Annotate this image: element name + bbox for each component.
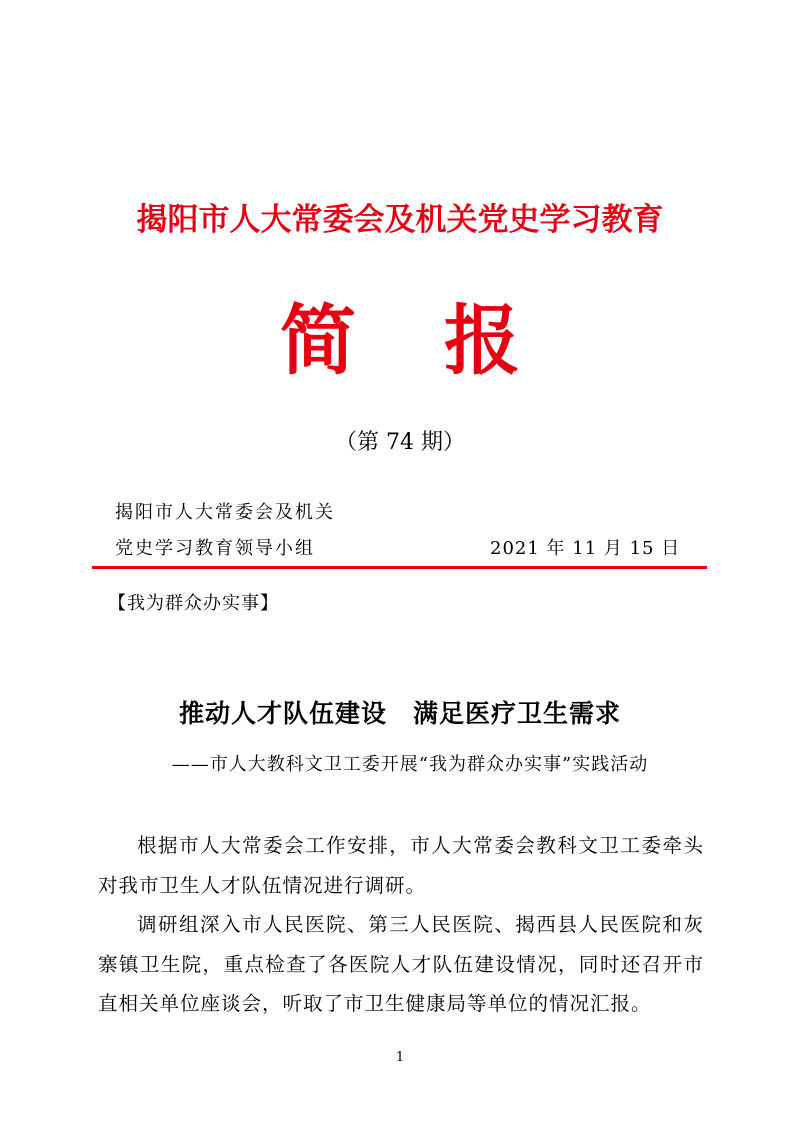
bulletin-title: 简报	[280, 296, 608, 385]
bulletin-org-header: 揭阳市人大常委会及机关党史学习教育	[136, 202, 664, 238]
issue-date: 2021 年 11 月 15 日	[490, 538, 681, 559]
paragraph-2: 调研组深入市人民医院、第三人民医院、揭西县人民医院和灰寨镇卫生院，重点检查了各医院人才队伍建设情况，同时还召开市直相关单位座谈会，听取了市卫生健康局等单位的情况汇报。	[98, 913, 704, 1015]
issuer-line-2: 党史学习教育领导小组	[115, 538, 315, 559]
article-title: 推动人才队伍建设 满足医疗卫生需求	[178, 699, 621, 728]
issuer-line-1: 揭阳市人大常委会及机关	[115, 502, 335, 523]
article-subtitle: ——市人大教科文卫工委开展“我为群众办实事”实践活动	[171, 754, 649, 775]
paragraph-1: 根据市人大常委会工作安排，市人大常委会教科文卫工委牵头对我市卫生人才队伍情况进行调研。	[98, 834, 704, 897]
page-number: 1	[395, 1050, 405, 1065]
column-tag: 【我为群众办实事】	[108, 593, 279, 614]
red-divider	[92, 566, 707, 569]
issue-number: （第 74 期）	[335, 430, 465, 455]
